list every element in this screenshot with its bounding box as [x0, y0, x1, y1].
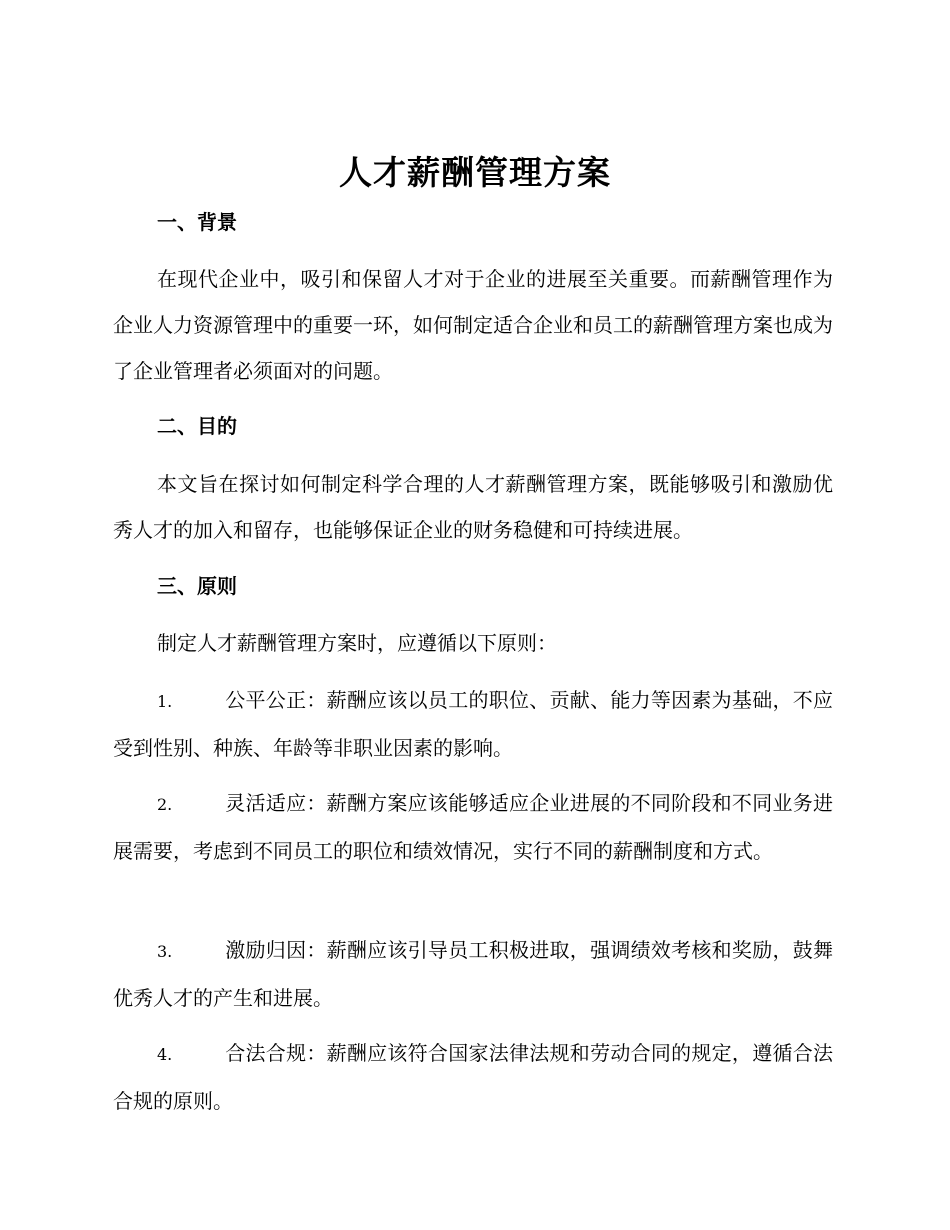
- list-item-text: 合法合规：薪酬应该符合国家法律法规和劳动合同的规定，遵循合法合规的原则。: [113, 1041, 833, 1113]
- list-number: 4.: [157, 1045, 173, 1064]
- list-item-text: 公平公正：薪酬应该以员工的职位、贡献、能力等因素为基础，不应受到性别、种族、年龄等非职业因素的影响。: [113, 688, 833, 760]
- principle-item: [113, 1030, 833, 1124]
- principle-item: [113, 677, 833, 771]
- list-item-text: 激励归因：薪酬应该引导员工积极进取，强调绩效考核和奖励，鼓舞优秀人才的产生和进展。: [113, 938, 833, 1010]
- document-title: 人才薪酬管理方案: [339, 153, 611, 192]
- list-item-text: 灵活适应：薪酬方案应该能够适应企业进展的不同阶段和不同业务进展需要，考虑到不同员工的职位和绩效情况，实行不同的薪酬制度和方式。: [113, 791, 833, 863]
- list-number: 3.: [157, 942, 173, 961]
- section-heading-background: 一、背景: [157, 210, 237, 234]
- section-heading-principles: 三、原则: [157, 574, 237, 598]
- principle-item: [113, 927, 833, 1021]
- section-heading-purpose: 二、目的: [157, 414, 237, 438]
- section-paragraph-purpose: 本文旨在探讨如何制定科学合理的人才薪酬管理方案，既能够吸引和激励优秀人才的加入和留存，也能够保证企业的财务稳健和可持续进展。: [113, 472, 833, 542]
- principle-item: [113, 780, 833, 874]
- section-paragraph-background: 在现代企业中，吸引和保留人才对于企业的进展至关重要。而薪酬管理作为企业人力资源管理中的重要一环，如何制定适合企业和员工的薪酬管理方案也成为了企业管理者必须面对的问题。: [113, 267, 833, 383]
- principles-intro: 制定人才薪酬管理方案时，应遵循以下原则：: [157, 631, 557, 655]
- list-number: 2.: [157, 795, 173, 814]
- list-number: 1.: [157, 692, 173, 711]
